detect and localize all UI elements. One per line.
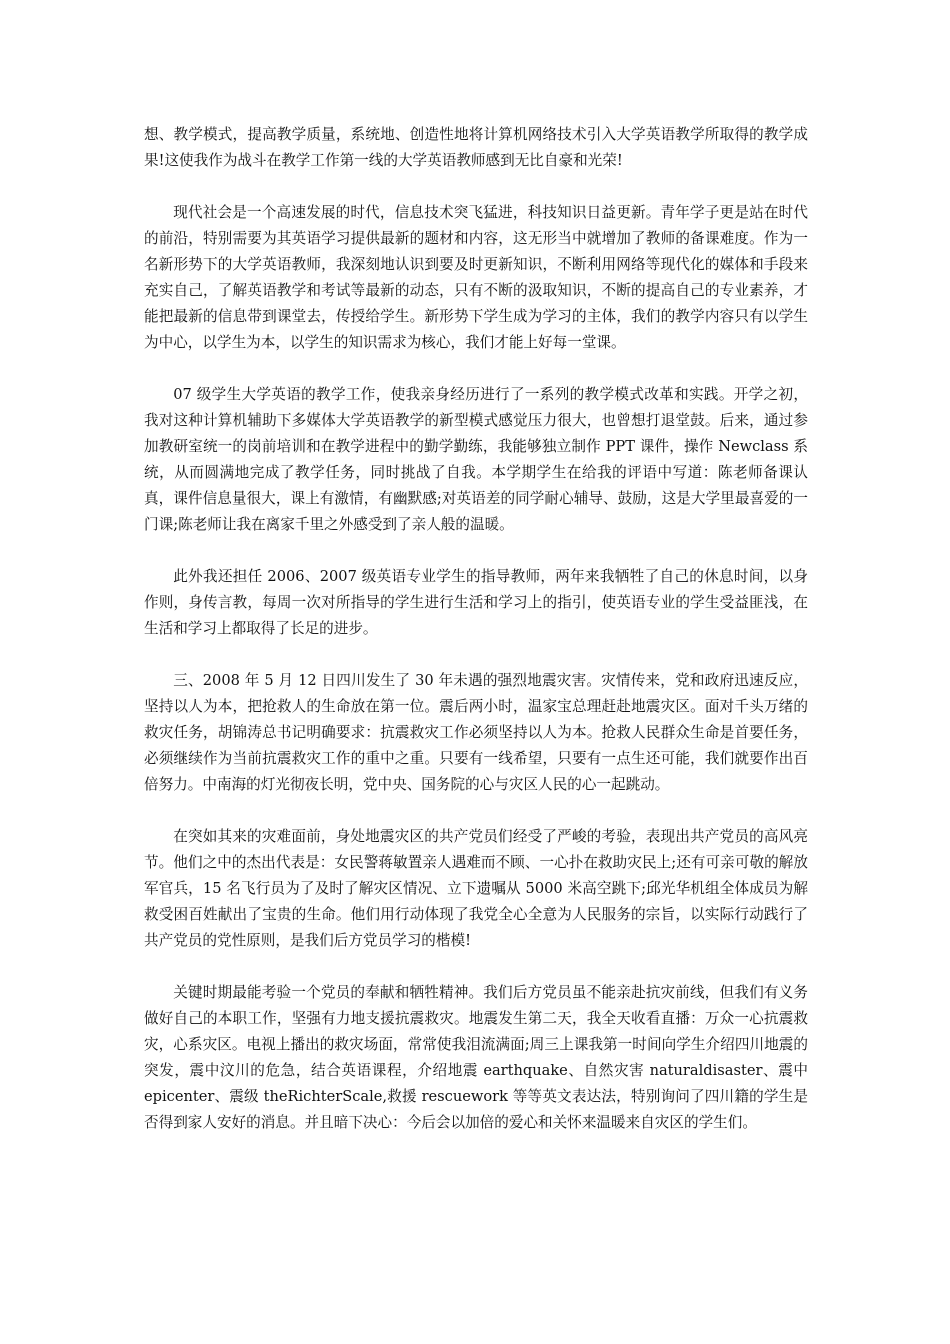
paragraph-earthquake: 三、2008 年 5 月 12 日四川发生了 30 年未遇的强烈地震灾害。灾情传来，党和政府迅速反应，坚持以人为本，把抢救人的生命放在第一位。震后两小时，温家宝总理赶赴地震灾区。面对千头万绪的救灾任务，胡锦涛总书记明确要求：抗震救灾工作必须坚持以人为本。抢救人民群众生命是首要任务，必须继续作为当前抗震救灾工作的重中之重。只要有一线希望，只要有一点生还可能，我们就要作出百倍努力。中南海的灯光彻夜长明，党中央、国务院的心与灾区人民的心一起跳动。 (144, 672, 808, 793)
paragraph-dedication: 关键时期最能考验一个党员的奉献和牺牲精神。我们后方党员虽不能亲赴抗灾前线，但我们有义务做好自己的本职工作，坚强有力地支援抗震救灾。地震发生第二天，我全天收看直播：万众一心抗震救灾，心系灾区。电视上播出的救灾场面，常常使我泪流满面;周三上课我第一时间向学生介绍四川地震的突发，震中汶川的危急，结合英语课程，介绍地震 earthquake、自然灾害 naturaldisaster、震中 epicenter、震级 theRichterScale,救援 rescuework 等等英文表达法，特别询问了四川籍的学生是否得到家人安好的消息。并且暗下决心：今后会以加倍的爱心和关怀来温暖来自灾区的学生们。 (144, 984, 808, 1131)
paragraph-party-members: 在突如其来的灾难面前，身处地震灾区的共产党员们经受了严峻的考验，表现出共产党员的高风亮节。他们之中的杰出代表是：女民警蒋敏置亲人遇难而不顾、一心扑在救助灾民上;还有可亲可敬的解放军官兵，15 名飞行员为了及时了解灾区情况、立下遗嘱从 5000 米高空跳下;邱光华机组全体成员为解救受困百姓献出了宝贵的生命。他们用行动体现了我党全心全意为人民服务的宗旨，以实际行动践行了共产党员的党性原则，是我们后方党员学习的楷模! (144, 828, 808, 949)
paragraph-modern-society: 现代社会是一个高速发展的时代，信息技术突飞猛进，科技知识日益更新。青年学子更是站在时代的前沿，特别需要为其英语学习提供最新的题材和内容，这无形当中就增加了教师的备课难度。作为一名新形势下的大学英语教师，我深刻地认识到要及时更新知识，不断利用网络等现代化的媒体和手段来充实自己，了解英语教学和考试等最新的动态，只有不断的汲取知识，不断的提高自己的专业素养，才能把最新的信息带到课堂去，传授给学生。新形势下学生成为学习的主体，我们的教学内容只有以学生为中心，以学生为本，以学生的知识需求为核心，我们才能上好每一堂课。 (144, 204, 808, 351)
paragraph-continuation: 想、教学模式，提高教学质量，系统地、创造性地将计算机网络技术引入大学英语教学所取得的教学成果!这使我作为战斗在教学工作第一线的大学英语教师感到无比自豪和光荣! (144, 126, 808, 169)
paragraph-student-advisor: 此外我还担任 2006、2007 级英语专业学生的指导教师，两年来我牺牲了自己的休息时间，以身作则，身传言教，每周一次对所指导的学生进行生活和学习上的指引，使英语专业的学生受益匪浅，在生活和学习上都取得了长足的进步。 (144, 568, 808, 637)
paragraph-teaching-reform: 07 级学生大学英语的教学工作，使我亲身经历进行了一系列的教学模式改革和实践。开学之初，我对这种计算机辅助下多媒体大学英语教学的新型模式感觉压力很大，也曾想打退堂鼓。后来，通过参加教研室统一的岗前培训和在教学进程中的勤学勤练，我能够独立制作 PPT 课件，操作 Newclass 系统，从而圆满地完成了教学任务，同时挑战了自我。本学期学生在给我的评语中写道：陈老师备课认真，课件信息量很大，课上有激情，有幽默感;对英语差的同学耐心辅导、鼓励，这是大学里最喜爱的一门课;陈老师让我在离家千里之外感受到了亲人般的温暖。 (144, 386, 808, 533)
document-body (144, 122, 808, 1162)
